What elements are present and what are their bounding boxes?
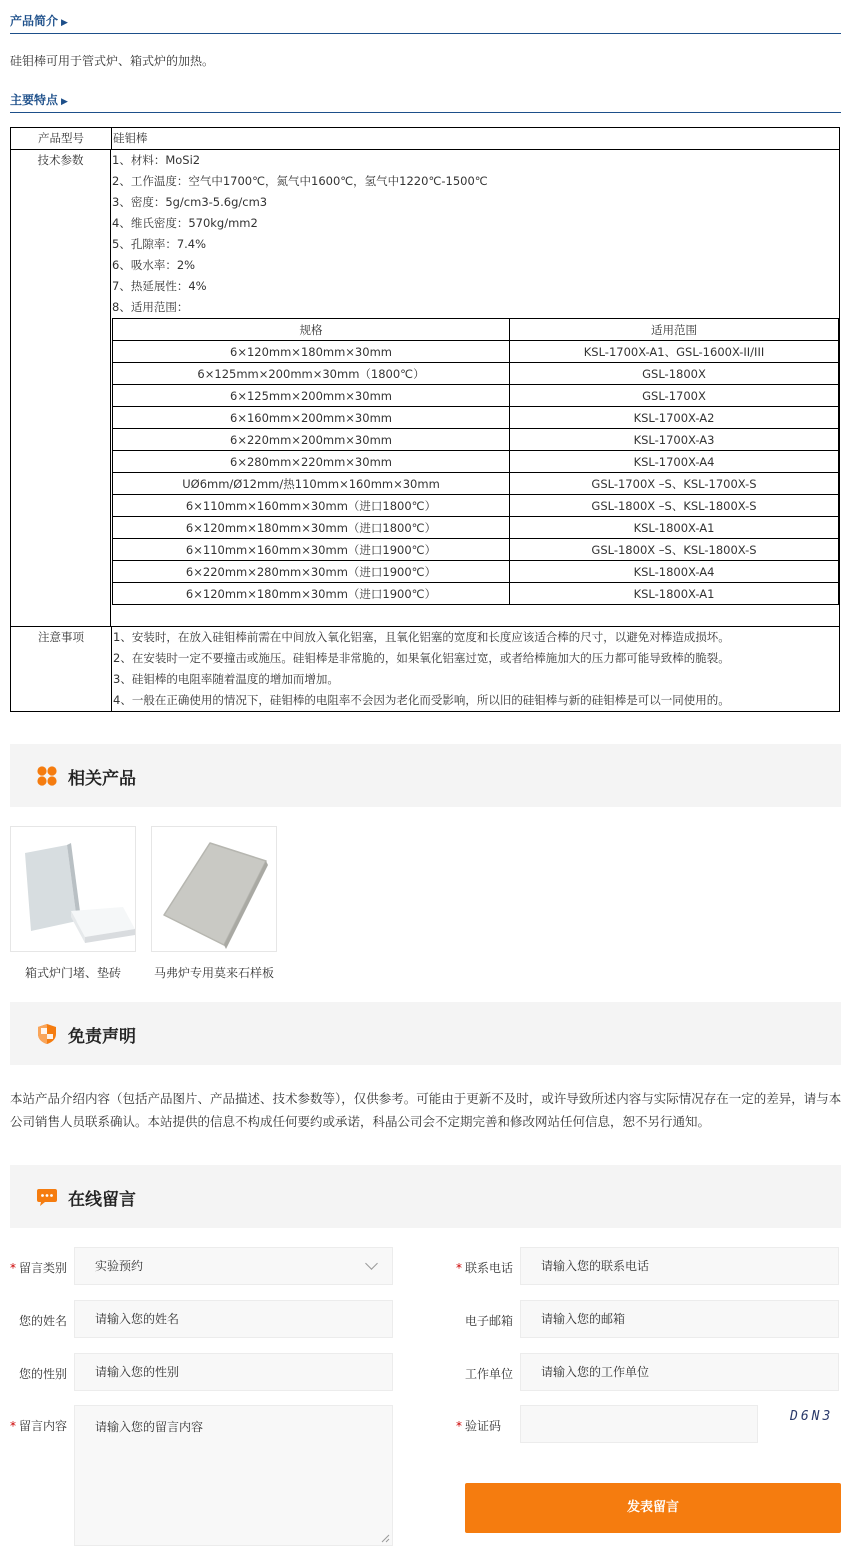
table-cell: GSL-1700X (510, 385, 839, 407)
content-placeholder: 请输入您的留言内容 (95, 1420, 204, 1434)
email-input[interactable]: 请输入您的邮箱 (520, 1300, 839, 1338)
intro-text: 硅钼棒可用于管式炉、箱式炉的加热。 (10, 54, 215, 68)
product-caption[interactable]: 马弗炉专用莫来石样板 (153, 966, 274, 980)
table-row (113, 561, 839, 583)
category-label: * 留言类别 (10, 1261, 68, 1275)
disclaimer-text: 本站产品介绍内容（包括产品图片、产品描述、技术参数等），仅供参考。可能由于更新不及时，或许导致所述内容与实际情况存在一定的差异，请与本公司销售人员联系确认。本站提供的信息不构成任何要约或承诺，科晶公司会不定期完善和修改网站任何信息，恕不另行通知。 (10, 1091, 842, 1129)
features-section-header (10, 87, 841, 113)
application-table (112, 318, 839, 605)
tech-line: 7、热延展性：4% (112, 279, 207, 293)
table-cell: GSL-1800X (510, 363, 839, 385)
table-row (113, 539, 839, 561)
table-cell: 6×280mm×220mm×30mm (113, 451, 510, 473)
message-header (10, 1165, 841, 1228)
content-label: * 留言内容 (10, 1419, 68, 1433)
intro-section-header (10, 8, 841, 34)
tech-line: 2、工作温度：空气中1700℃，氮气中1600℃，氢气中1220℃-1500℃ (112, 174, 488, 188)
table-cell: GSL-1800X –S、KSL-1800X-S (510, 539, 839, 561)
shield-icon (36, 1023, 58, 1045)
category-select[interactable] (74, 1247, 393, 1285)
spec-row-model (11, 128, 839, 150)
related-products-title: 相关产品 (68, 769, 136, 789)
tech-line: 3、密度：5g/cm3-5.6g/cm3 (112, 195, 268, 209)
gender-input[interactable]: 请输入您的性别 (74, 1353, 393, 1391)
table-row (113, 495, 839, 517)
intro-section-title: 产品简介 (10, 14, 59, 28)
model-label: 产品型号 (11, 128, 112, 149)
table-cell: 6×160mm×200mm×30mm (113, 407, 510, 429)
column-header: 规格 (113, 319, 510, 341)
table-cell: KSL-1700X-A3 (510, 429, 839, 451)
chevron-down-icon (365, 1257, 378, 1270)
table-cell: KSL-1700X-A1、GSL-1600X-II/III (510, 341, 839, 363)
table-row (113, 407, 839, 429)
required-mark: * (10, 1419, 16, 1433)
table-cell: 6×120mm×180mm×30mm（进口1800℃） (113, 517, 510, 539)
features-section-title: 主要特点 (10, 93, 59, 107)
related-product-card[interactable] (151, 826, 277, 981)
related-product-card[interactable] (10, 826, 136, 981)
content-textarea[interactable] (74, 1405, 393, 1546)
notes-line: 1、安装时，在放入硅钼棒前需在中间放入氧化铝塞，且氧化铝塞的宽度和长度应该适合棒的尺寸，以避免对棒造成损坏。 (113, 630, 730, 644)
table-cell: 6×220mm×200mm×30mm (113, 429, 510, 451)
disclaimer-header (10, 1002, 841, 1065)
spec-table (10, 127, 840, 712)
table-cell: 6×220mm×280mm×30mm（进口1900℃） (113, 561, 510, 583)
table-cell: 6×125mm×200mm×30mm（1800℃） (113, 363, 510, 385)
tech-label: 技术参数 (11, 150, 111, 626)
table-cell: 6×125mm×200mm×30mm (113, 385, 510, 407)
message-title: 在线留言 (68, 1190, 136, 1210)
spec-row-notes (11, 627, 839, 711)
name-input[interactable]: 请输入您的姓名 (74, 1300, 393, 1338)
table-cell: UØ6mm/Ø12mm/热110mm×160mm×30mm (113, 473, 510, 495)
table-row (113, 429, 839, 451)
phone-input[interactable]: 请输入您的联系电话 (520, 1247, 839, 1285)
product-image-plate[interactable] (151, 826, 277, 952)
required-mark: * (455, 1419, 462, 1433)
table-cell: GSL-1800X –S、KSL-1800X-S (510, 495, 839, 517)
table-cell: KSL-1700X-A4 (510, 451, 839, 473)
product-caption[interactable]: 箱式炉门堵、垫砖 (24, 966, 121, 980)
triangle-right-icon: ▶ (61, 18, 68, 28)
table-cell: GSL-1700X –S、KSL-1700X-S (510, 473, 839, 495)
required-mark: * (10, 1261, 16, 1275)
product-image-brick[interactable] (10, 826, 136, 952)
company-input[interactable]: 请输入您的工作单位 (520, 1353, 839, 1391)
table-row (113, 583, 839, 605)
email-label: 电子邮箱 (464, 1314, 513, 1328)
table-cell: 6×120mm×180mm×30mm（进口1900℃） (113, 583, 510, 605)
table-row (113, 363, 839, 385)
submit-button[interactable]: 发表留言 (465, 1483, 841, 1533)
required-mark: * (455, 1261, 462, 1275)
triangle-right-icon: ▶ (61, 97, 68, 107)
gender-label: 您的性别 (18, 1367, 67, 1381)
spec-row-tech (11, 150, 839, 627)
name-label: 您的姓名 (18, 1314, 67, 1328)
resize-handle-icon[interactable] (380, 1533, 390, 1543)
chat-bubble-icon (36, 1186, 58, 1208)
notes-line: 2、在安装时一定不要撞击或施压。硅钼棒是非常脆的，如果氧化铝塞过宽，或者给棒施加大的压力都可能导致棒的脆裂。 (113, 651, 730, 665)
column-header: 适用范围 (510, 319, 839, 341)
table-row (113, 451, 839, 473)
notes-line: 4、一般在正确使用的情况下，硅钼棒的电阻率不会因为老化而受影响，所以旧的硅钼棒与新的硅钼棒是可以一同使用的。 (113, 693, 730, 707)
clover-icon (36, 765, 58, 787)
table-cell: 6×120mm×180mm×30mm (113, 341, 510, 363)
company-label: 工作单位 (464, 1367, 513, 1381)
table-row (113, 385, 839, 407)
model-value: 硅钼棒 (113, 131, 148, 145)
tech-line: 1、材料：MoSi2 (112, 153, 201, 167)
tech-line: 8、适用范围： (112, 300, 189, 314)
table-cell: KSL-1700X-A2 (510, 407, 839, 429)
notes-line: 3、硅钼棒的电阻率随着温度的增加而增加。 (113, 672, 339, 686)
table-cell: 6×110mm×160mm×30mm（进口1900℃） (113, 539, 510, 561)
captcha-label: * 验证码 (455, 1419, 501, 1433)
captcha-image[interactable]: D6N3 (790, 1409, 834, 1424)
table-cell: KSL-1800X-A1 (510, 583, 839, 605)
table-cell: KSL-1800X-A1 (510, 517, 839, 539)
related-products-header (10, 744, 841, 807)
table-row (113, 473, 839, 495)
tech-line: 6、吸水率：2% (112, 258, 196, 272)
table-row (113, 341, 839, 363)
disclaimer-title: 免责声明 (68, 1027, 136, 1047)
captcha-input[interactable] (520, 1405, 758, 1443)
phone-label: * 联系电话 (455, 1261, 513, 1275)
table-cell: 6×110mm×160mm×30mm（进口1800℃） (113, 495, 510, 517)
tech-line: 5、孔隙率：7.4% (112, 237, 207, 251)
notes-label: 注意事项 (11, 627, 112, 711)
category-selected-value: 实验预约 (95, 1259, 144, 1273)
table-row (113, 517, 839, 539)
table-cell: KSL-1800X-A4 (510, 561, 839, 583)
tech-line: 4、维氏密度：570kg/mm2 (112, 216, 258, 230)
application-table-header (113, 319, 839, 341)
